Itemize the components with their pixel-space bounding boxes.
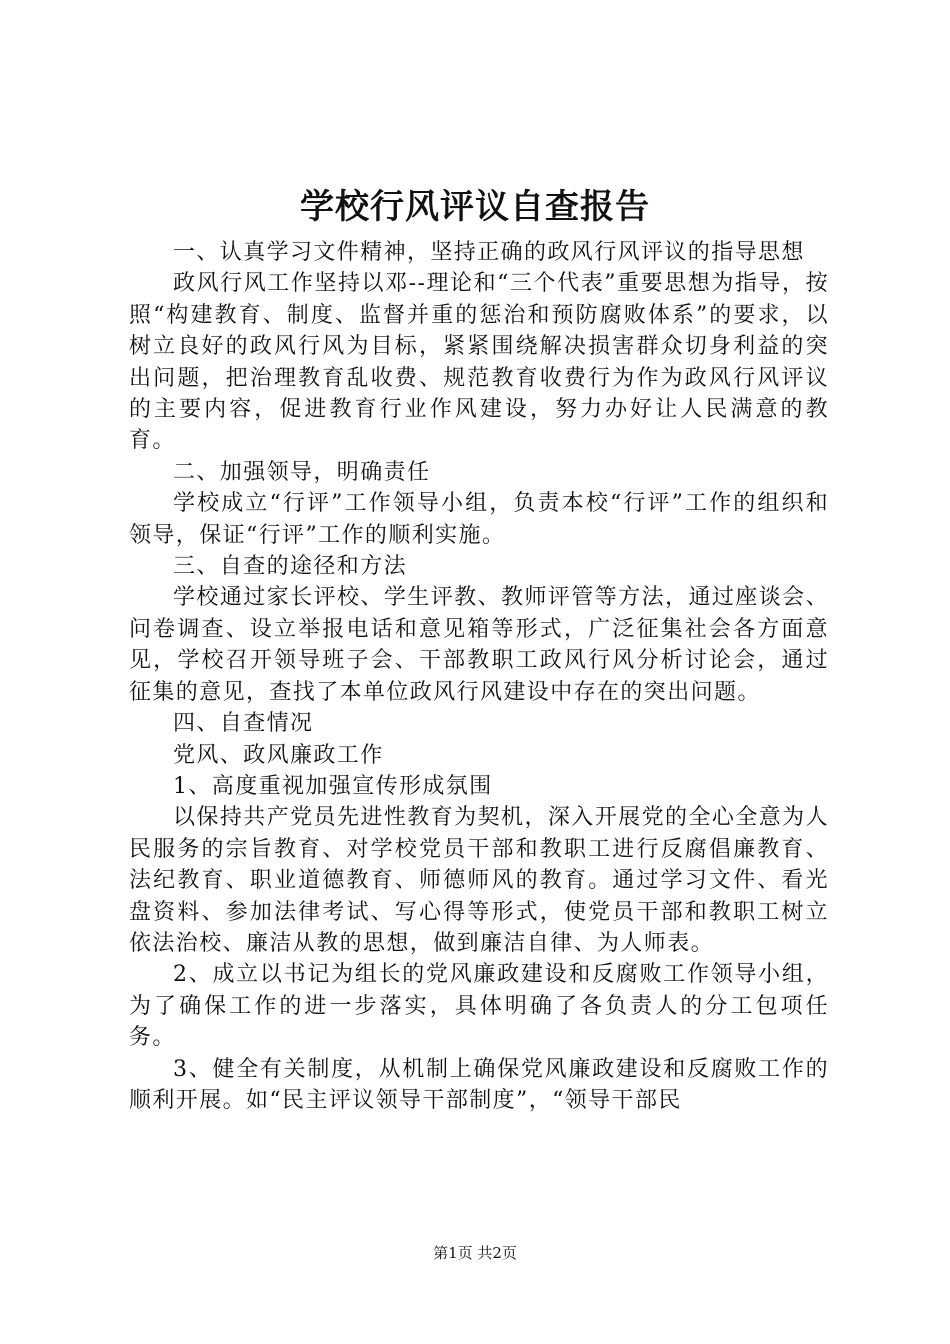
section-heading-3: 三、自查的途径和方法 (173, 554, 408, 580)
subsection-heading: 党风、政风廉政工作 (173, 742, 384, 768)
paragraph: 以保持共产党员先进性教育为契机，深入开展党的全心全意为人民服务的宗旨教育、对学校党员干部和教职工进行反腐倡廉教育、法纪教育、职业道德教育、师德师风的教育。通过学习文件、看光盘资料、参加法律考试、写心得等形式，使党员干部和教职工树立依法治校、廉洁从教的思想，做到廉洁自律、为人师表。 (129, 805, 829, 956)
section-heading-4: 四、自查情况 (173, 711, 314, 737)
document-body (129, 237, 829, 1116)
document-title: 学校行风评议自查报告 (300, 187, 650, 227)
list-item-3: 3、健全有关制度，从机制上确保党风廉政建设和反腐败工作的顺利开展。如“民主评议领导干部制度”，“领导干部民 (129, 1056, 829, 1113)
paragraph: 学校成立“行评”工作领导小组，负责本校“行评”工作的组织和领导，保证“行评”工作的顺利实施。 (129, 491, 829, 548)
section-heading-2: 二、加强领导，明确责任 (173, 459, 431, 485)
list-item-2: 2、成立以书记为组长的党风廉政建设和反腐败工作领导小组，为了确保工作的进一步落实，具体明确了各负责人的分工包项任务。 (129, 962, 829, 1051)
paragraph: 学校通过家长评校、学生评教、教师评管等方法，通过座谈会、问卷调查、设立举报电话和意见箱等形式，广泛征集社会各方面意见，学校召开领导班子会、干部教职工政风行风分析讨论会，通过征集的意见，查找了本单位政风行风建设中存在的突出问题。 (129, 585, 829, 705)
section-heading-1: 一、认真学习文件精神，坚持正确的政风行风评议的指导思想 (173, 240, 805, 265)
paragraph: 政风行风工作坚持以邓--理论和“三个代表”重要思想为指导，按照“构建教育、制度、监督并重的惩治和预防腐败体系”的要求，以树立良好的政风行风为目标，紧紧围绕解决损害群众切身利益的突出问题，把治理教育乱收费、规范教育收费行为作为政风行风评议的主要内容，促进教育行业作风建设，努力办好让人民满意的教育。 (129, 271, 829, 454)
list-item-heading-1: 1、高度重视加强宣传形成氛围 (173, 773, 493, 799)
page-footer: 第1页 共2页 (433, 1244, 517, 1262)
